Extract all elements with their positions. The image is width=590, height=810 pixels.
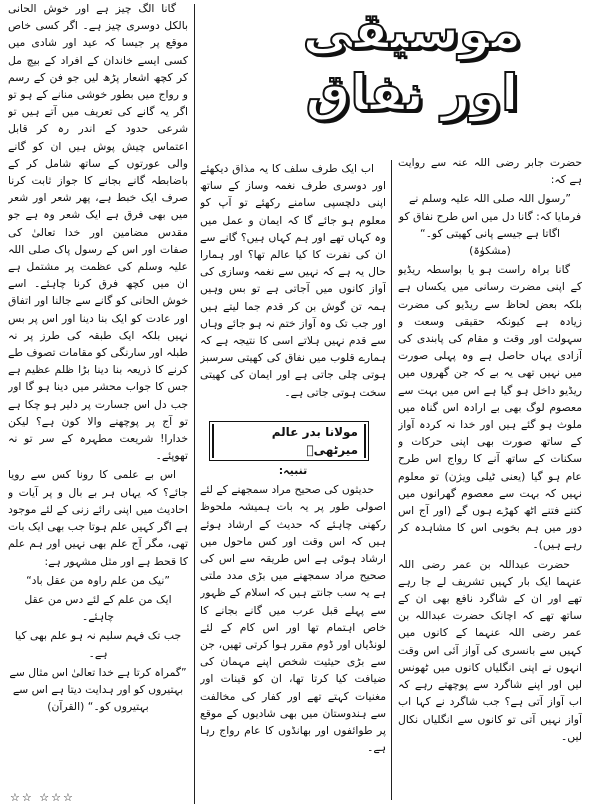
author-name: مولانا بدر عالم میرٹھیؒ bbox=[214, 423, 364, 459]
proverb-translation: ایک من علم کے لئے دس من عقل چاہئے۔ bbox=[24, 592, 172, 624]
title-line-2: اور نفاق bbox=[305, 64, 519, 122]
author-byline-box bbox=[212, 424, 366, 458]
column-divider bbox=[194, 4, 195, 804]
section-heading: تنبیہ: bbox=[278, 464, 308, 477]
paragraph: حدیثوں کی صحیح مراد سمجھنے کے لئے اصولی طور پر یہ بات ہمیشہ ملحوظ رکھنی چاہئے کہ حدیث کے ارشاد ہوئے ہیں کہ اس وقت اور کس ماحول میں ارشاد ہوئی ہے اس طریقہ سے اس کی صحیح مراد سمجھنے میں بڑی مدد ملتی ہے یہ سب جانتے ہیں کہ اسلام کے ظہور سے پہلے قبل عرب میں گانے بجانے کا خاص اہتمام تھا اور اس کام کے لئے لونڈیاں اور ڈوم مقرر ہوا کرتی تھیں، جن سے بڑی حیثیت شخص اپنے مہمان کی ضیافت کیا کرتا تھا، ان کو قینات اور مغنیات کہتے تھے اور کفار کی مخالفت سے ہندوستان میں بھی شادیوں کے موقع پر طوائفوں اور بھانڈوں کا عام رواج رہا ہے۔ bbox=[200, 483, 386, 755]
paragraph: حضرت جابر رضی اللہ عنہ سے روایت ہے کہ: bbox=[398, 156, 582, 187]
paragraph: اس بے علمی کا رونا کس سے رویا جائے؟ کہ یہاں ہر بے بال و پر آیات و احادیث میں اپنی رائے زنی کے لئے موجود ہے اگر کہیں علم ہوتا جب بھی ایک بات تھی، مگر آج علم بھی نہیں اور ہم علم کا قحط ہے اور مثل مشہور ہے: bbox=[8, 468, 188, 568]
paragraph: گانا الگ چیز ہے اور خوش الحانی بالکل دوسری چیز ہے۔ اگر کسی خاص موقع پر جیسا کہ عید اور شادی میں کسی ایسے خاندان کے افراد کے بیچ مل کر کچھ اشعار پڑھ لیں جو فن کے رسم و رواج میں بطور خوشی منانے کے ہو تو اگر یہ گانے کی تعریف میں آتے ہیں تو شرعی حدود کے اندر رہ کر قابل اعتماس چیش پوش ہیں ان کو گانے والی عورتوں کے ساتھ شامل کر کے باضابطہ گانے بجانے کا جواز ثابت کرنا صرف ایک خبط ہے، پھر شعر اور شعر میں بھی فرق ہے ایک شعر وہ ہے جو مقدس مضامین اور خدا تعالیٰ کی صفات اور اس کے رسول پاک صلی اللہ علیہ وسلم کی عظمت پر مشتمل ہے ان میں کچھ فرق کرنا چاہئے۔ اسے خوش الحانی کو گانے سے جالنا اور اتفاق اور عادت کو ایک بنا دینا اور اس پر بس نہیں بلکہ ایک طبقہ کی طرز پر نہ طبلہ اور سارنگی کو مقامات تصوف طے کرنے کا ذریعہ بنا دینا بڑا ظلم عظیم ہے جس کا جواب محشر میں دینا ہو گا اور جب دل اس جسارت پر دلیر ہو چکا ہے تو آج پر پوچھنے والا کون ہے؟ لیکن خدارا! شریعت مطہرہ کے سر تو نہ تھوپئے۔ bbox=[8, 2, 188, 463]
proverb-note: جب تک فہم سلیم نہ ہو علم بھی کیا ہے۔ bbox=[14, 629, 182, 660]
article-title bbox=[234, 0, 590, 152]
paragraph: اب ایک طرف سلف کا یہ مذاق دیکھئے اور دوسری طرف نغمہ وساز کے ساتھ اپنی دلچسپی سامنے رکھئے تو آپ کو معلوم ہو جائے گا کہ ایمان و عمل میں وہ کہاں تھے اور ہم کہاں ہیں؟ گانے سے ان کی نفرت کا کیا عالم تھا؟ اور ہمارا حال یہ ہے کہ نہیں سے نغمہ وسازی کی آواز کانوں میں آجاتی ہے تو بس وہیں ہمہ تن گوش بن کر قدم جما لیتے ہیں اور جب تک وہ آواز ختم نہ ہو جائے وہاں سے قدم نہیں ہلاتے اسی کا نتیجہ ہے کہ ہمارے قلوب میں نفاق کی کھیتی سرسبز ہوتی چلی جاتی ہے اور ایمان کی کھیتی سخت ہوتی جاتی ہے۔ bbox=[200, 162, 386, 399]
quran-quote: ”گمراہ کرتا ہے خدا تعالیٰ اس مثال سے بہتیروں کو اور ہدایت دیتا ہے اس سے بہتیروں کو۔“ (القرآن) bbox=[9, 665, 187, 714]
column-divider bbox=[391, 160, 392, 800]
column-middle-bottom bbox=[200, 462, 386, 810]
column-right bbox=[398, 154, 582, 810]
column-middle-top bbox=[200, 160, 386, 422]
paragraph: گانا براہ راست ہو یا بواسطہ ریڈیو کے اپنی مضرت رسانی میں یکساں ہے بلکہ بعض لحاظ سے ریڈیو کی مضرت زیادہ ہے کیونکہ حقیقی وسعت و سہولت اور وقت و مقام کی پابندی کی آزادی یہاں حاصل ہے وہ پہلی صورت میں نہیں تھی یہ بے کہ جن گھروں میں ریڈیو داخل ہو گیا ہے اس میں بہت سے معصوم لوگ بھی بے ارادہ اس گناہ میں ملوث ہو گئے ہیں اور خدا نہ کردہ آواز کے ساتھ صورت بھی اپنی حرکات و سکنات کے ساتھ آنے کا رواج اس طرح عام ہو گیا (یعنی ٹیلی ویژن) تو معلوم نہیں کہ بہت سے معصوم گھرانوں میں کتنے فتنے اٹھ کھڑے ہوں گے (اور آج اس دور میں ہم بخوبی اس کا مشاہدہ کر رہے ہیں)۔ bbox=[398, 263, 582, 552]
title-line-1: موسیقی bbox=[302, 2, 522, 60]
hadith-quote: ”رسول اللہ صلی اللہ علیہ وسلم نے فرمایا کہ: گانا دل میں اس طرح نفاق کو اگاتا ہے جیسے پانی کھیتی کو۔“ (مشکوٰۃ) bbox=[398, 192, 582, 258]
proverb-quote: ”نیک من علم راوہ من عقل باد“ bbox=[26, 573, 170, 587]
end-stars: ☆☆ ☆☆☆ bbox=[10, 791, 75, 804]
paragraph: حضرت عبداللہ بن عمر رضی اللہ عنہما ایک بار کہیں تشریف لے جا رہے تھے اور ان کے شاگرد نافع بھی ان کے ساتھ تھے کہ اچانک حضرت عبداللہ بن عمر رضی اللہ عنہما کے کانوں میں کہیں سے بانسری کی آواز آئی اس وقت انہوں نے اپنی انگلیاں کانوں میں ٹھونس لیں اور اپنے شاگرد سے پوچھتے رہے کہ اب آواز آتی ہے؟ جب شاگرد نے کہا اب آواز نہیں آتی تو کانوں سے انگلیاں نکال لیں۔ bbox=[398, 557, 582, 743]
column-left bbox=[8, 0, 188, 790]
